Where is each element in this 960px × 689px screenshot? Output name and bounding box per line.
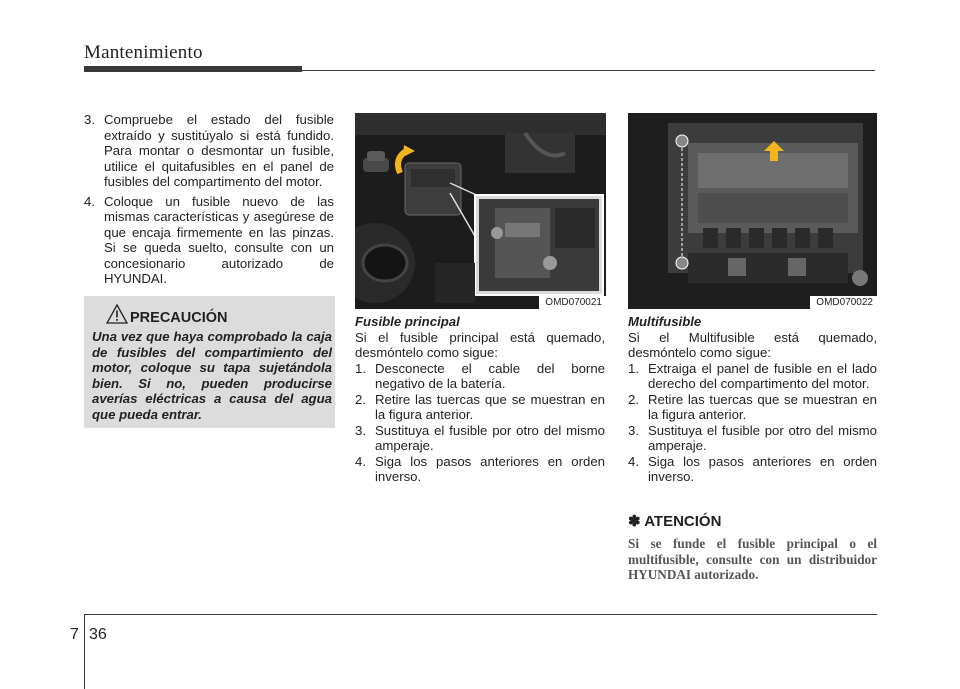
section-heading: Fusible principal xyxy=(355,314,460,329)
column-multifuse xyxy=(628,314,877,485)
list-number: 2. xyxy=(628,391,639,407)
list-text: Sustituya el fusible por otro del mismo amperaje. xyxy=(375,422,605,453)
list-number: 3. xyxy=(628,422,639,438)
list-text: Compruebe el estado del fusible extraído y sustitúyalo si está fundido. Para montar o desmontar un fusible, utilice el quitafusibles en el panel de fusibles del compartimento del motor. xyxy=(104,112,334,189)
list-text: Desconecte el cable del borne negativo de la batería. xyxy=(375,360,605,391)
engine-bay-battery-illustration xyxy=(355,113,606,309)
list-item xyxy=(355,423,605,454)
section-intro: Si el fusible principal está quemado, desmóntelo como sigue: xyxy=(355,329,605,360)
list-text: Coloque un fusible nuevo de las mismas características y asegúrese de que encaja firmemente en las pinzas. Si se queda suelto, consulte con un concesionario autorizado de HYUNDAI. xyxy=(104,193,334,286)
list-number: 2. xyxy=(355,391,366,407)
page-number: 36 xyxy=(89,626,107,643)
list-text: Extraiga el panel de fusible en el lado derecho del compartimento del motor. xyxy=(648,360,877,391)
asterisk-icon: ✽ xyxy=(628,513,641,530)
list-item xyxy=(628,361,877,392)
list-text: Sustituya el fusible por otro del mismo amperaje. xyxy=(648,422,877,453)
photo-caption: OMD070022 xyxy=(810,296,877,309)
footer-divider xyxy=(84,614,85,689)
list-item xyxy=(84,194,334,287)
atencion-title: ATENCIÓN xyxy=(644,513,722,530)
list-number: 1. xyxy=(628,360,639,376)
list-number: 3. xyxy=(355,422,366,438)
warning-triangle-icon xyxy=(106,304,128,324)
list-number: 4. xyxy=(84,193,95,209)
list-item xyxy=(628,454,877,485)
footer-rule xyxy=(84,614,877,615)
section-heading: Multifusible xyxy=(628,314,702,329)
caution-title: PRECAUCIÓN xyxy=(130,310,228,326)
list-text: Siga los pasos anteriores en orden inverso. xyxy=(375,453,605,484)
list-item xyxy=(355,361,605,392)
column-left xyxy=(84,112,334,291)
caution-text: Una vez que haya comprobado la caja de fusibles del compartimiento del motor, coloque su tapa sujetándola bien. Si no, pueden producirse averías eléctricas a causa del agua que pueda entrar. xyxy=(92,329,332,422)
column-main-fuse xyxy=(355,314,605,485)
list-item xyxy=(628,423,877,454)
header-rule xyxy=(302,70,875,71)
caution-box xyxy=(84,296,335,428)
list-item xyxy=(84,112,334,190)
section-intro: Si el Multifusible está quemado, desmóntelo como sigue: xyxy=(628,329,877,360)
list-number: 4. xyxy=(355,453,366,469)
atencion-heading xyxy=(628,512,721,530)
list-item xyxy=(355,454,605,485)
list-number: 3. xyxy=(84,112,95,127)
multifuse-photo xyxy=(628,113,877,309)
list-item xyxy=(355,392,605,423)
main-fuse-photo xyxy=(355,113,606,309)
list-text: Siga los pasos anteriores en orden inverso. xyxy=(648,453,877,484)
page-header-title: Mantenimiento xyxy=(84,42,203,63)
fuse-panel-illustration xyxy=(628,113,877,309)
atencion-text: Si se funde el fusible principal o el multifusible, consulte con un distribuidor HYUNDAI autorizado. xyxy=(628,536,877,582)
list-text: Retire las tuercas que se muestran en la figura anterior. xyxy=(648,391,877,422)
list-number: 4. xyxy=(628,453,639,469)
header-bar xyxy=(84,66,302,72)
list-item xyxy=(628,392,877,423)
list-number: 1. xyxy=(355,360,366,376)
list-text: Retire las tuercas que se muestran en la figura anterior. xyxy=(375,391,605,422)
chapter-number: 7 xyxy=(70,626,79,643)
photo-caption: OMD070021 xyxy=(539,296,606,309)
